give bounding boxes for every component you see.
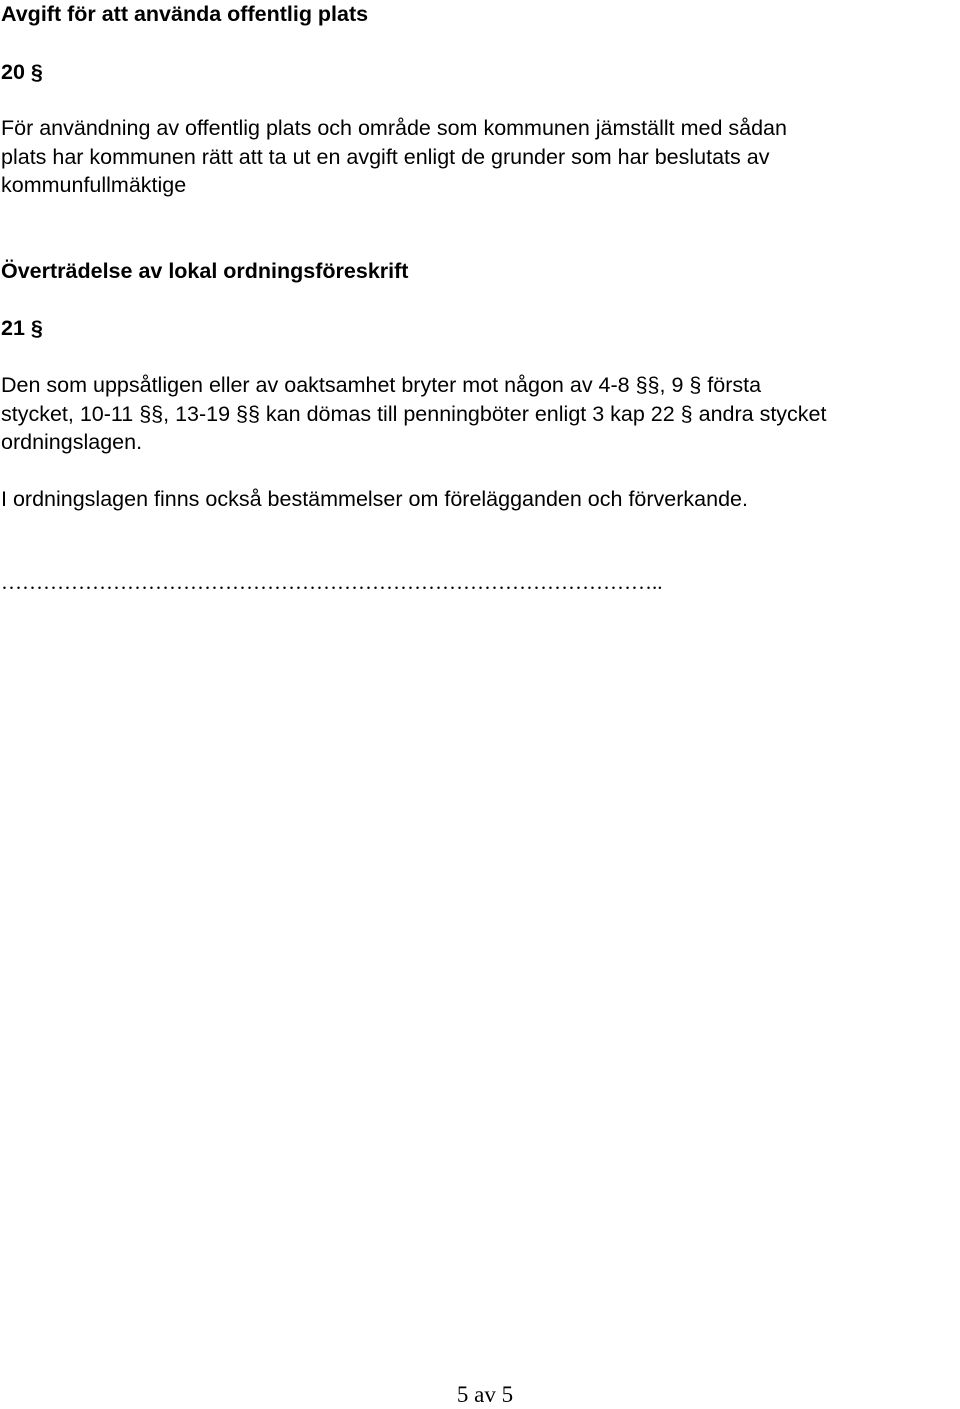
heading-public-place-fee: Avgift för att använda offentlig plats	[1, 2, 369, 26]
heading-violation: Överträdelse av lokal ordningsföreskrift	[1, 259, 409, 283]
dotted-separator: …………………………………………………………………………………..	[1, 570, 663, 594]
paragraph-line: kommunfullmäktige	[1, 173, 187, 197]
paragraph-line: plats har kommunen rätt att ta ut en avgift enligt de grunder som har beslutats av	[1, 144, 770, 169]
paragraph-section-20	[1, 114, 787, 200]
paragraph-ordningslagen: I ordningslagen finns också bestämmelser om förelägganden och förverkande.	[1, 487, 748, 511]
paragraph-line: stycket, 10-11 §§, 13-19 §§ kan dömas till penningböter enligt 3 kap 22 § andra stycket	[1, 401, 827, 426]
section-number-20: 20 §	[1, 60, 43, 84]
paragraph-line: För användning av offentlig plats och område som kommunen jämställt med sådan	[1, 116, 787, 140]
section-number-21: 21 §	[1, 316, 43, 340]
paragraph-line: Den som uppsåtligen eller av oaktsamhet bryter mot någon av 4-8 §§, 9 § första	[1, 373, 762, 397]
paragraph-line: ordningslagen.	[1, 430, 143, 454]
paragraph-section-21	[1, 371, 826, 457]
page-number: 5 av 5	[456, 1382, 514, 1407]
